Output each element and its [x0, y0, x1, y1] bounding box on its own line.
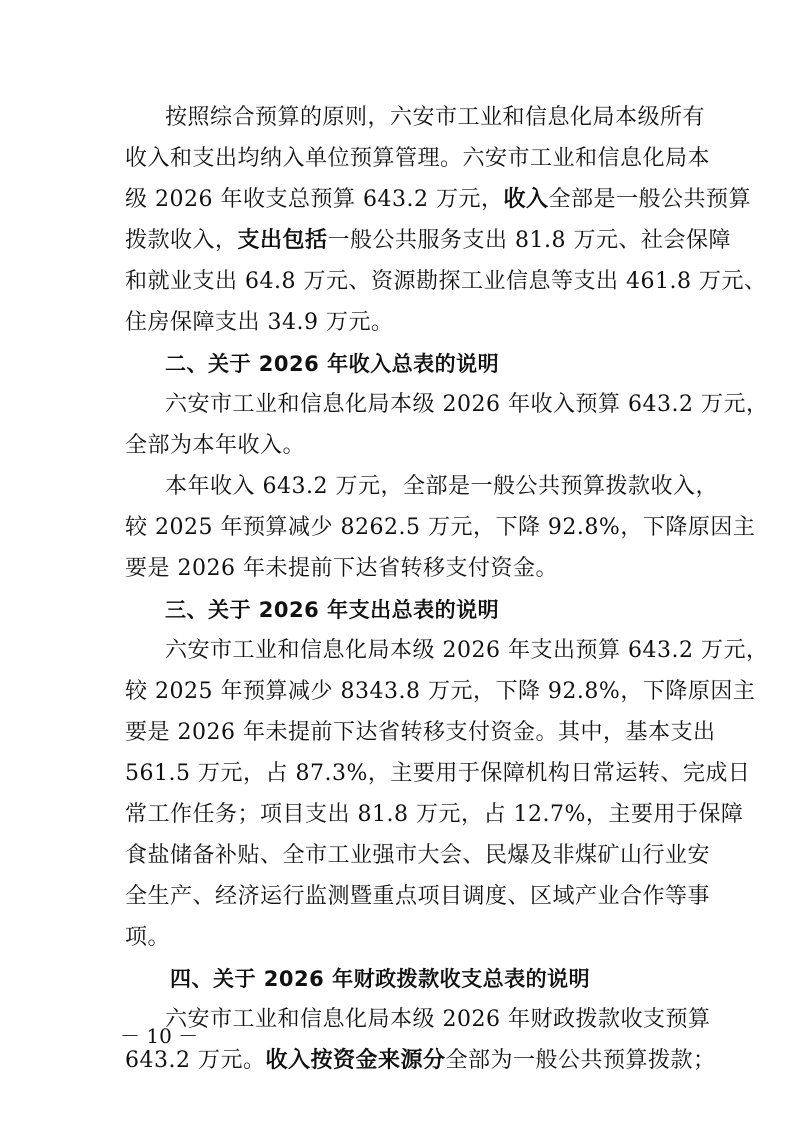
- section-heading-2: 二、关于 2026 年收入总表的说明: [165, 352, 500, 376]
- paragraph-1-line-6: 住房保障支出 34.9 万元。: [125, 310, 394, 335]
- paragraph-1-line-5: 和就业支出 64.8 万元、资源勘探工业信息等支出 461.8 万元、: [125, 269, 767, 294]
- page-number: － 10 －: [120, 1024, 199, 1048]
- paragraph-1-line-4-text-c: 一般公共服务支出 81.8 万元、社会保障: [327, 228, 732, 253]
- paragraph-2-line-1: 六安市工业和信息化局本级 2026 年收入预算 643.2 万元，: [165, 392, 769, 417]
- paragraph-5-line-2-text-c: 全部为一般公共预算拨款；: [445, 1048, 716, 1073]
- paragraph-4-line-7: 全生产、经济运行监测暨重点项目调度、区域产业合作等事: [125, 884, 711, 909]
- funding-source-keyword: 收入按资金来源分: [265, 1048, 446, 1073]
- paragraph-4-line-1: 六安市工业和信息化局本级 2026 年支出预算 643.2 万元，: [165, 638, 769, 663]
- paragraph-3-line-2: 较 2025 年预算减少 8262.5 万元，下降 92.8%，下降原因主: [125, 515, 756, 540]
- paragraph-1-line-4-text-a: 拨款收入，: [125, 228, 238, 253]
- paragraph-4-line-8: 项。: [125, 925, 171, 950]
- paragraph-4-line-3: 要是 2026 年未提前下达省转移支付资金。其中，基本支出: [125, 720, 716, 745]
- paragraph-1-line-3-text-a: 级 2026 年收支总预算 643.2 万元，: [125, 187, 504, 212]
- paragraph-1-line-1: 按照综合预算的原则，六安市工业和信息化局本级所有: [165, 105, 706, 130]
- paragraph-1-line-4: [125, 225, 732, 257]
- paragraph-5-line-1: 六安市工业和信息化局本级 2026 年财政拨款收支预算: [165, 1007, 711, 1032]
- income-keyword: 收入: [503, 187, 549, 212]
- paragraph-4-line-5: 常工作任务；项目支出 81.8 万元，占 12.7%，主要用于保障: [125, 802, 744, 827]
- paragraph-4-line-2: 较 2025 年预算减少 8343.8 万元，下降 92.8%，下降原因主: [125, 679, 756, 704]
- paragraph-1-line-3: [125, 184, 751, 216]
- expenditure-keyword: 支出包括: [237, 228, 328, 253]
- paragraph-1-line-2: 收入和支出均纳入单位预算管理。六安市工业和信息化局本: [125, 146, 711, 171]
- paragraph-3-line-1: 本年收入 643.2 万元，全部是一般公共预算拨款收入，: [165, 474, 718, 499]
- paragraph-3-line-3: 要是 2026 年未提前下达省转移支付资金。: [125, 556, 558, 581]
- paragraph-4-line-6: 食盐储备补贴、全市工业强市大会、民爆及非煤矿山行业安: [125, 843, 711, 868]
- section-heading-4: 四、关于 2026 年财政拨款收支总表的说明: [170, 967, 591, 991]
- paragraph-4-line-4: 561.5 万元，占 87.3%，主要用于保障机构日常运转、完成日: [125, 761, 751, 786]
- paragraph-2-line-2: 全部为本年收入。: [125, 433, 306, 458]
- section-heading-3: 三、关于 2026 年支出总表的说明: [165, 598, 500, 622]
- paragraph-1-line-3-text-c: 全部是一般公共预算: [548, 187, 751, 212]
- paragraph-5-line-2: [125, 1045, 716, 1077]
- paragraph-5-line-2-text-a: 643.2 万元。: [125, 1048, 266, 1073]
